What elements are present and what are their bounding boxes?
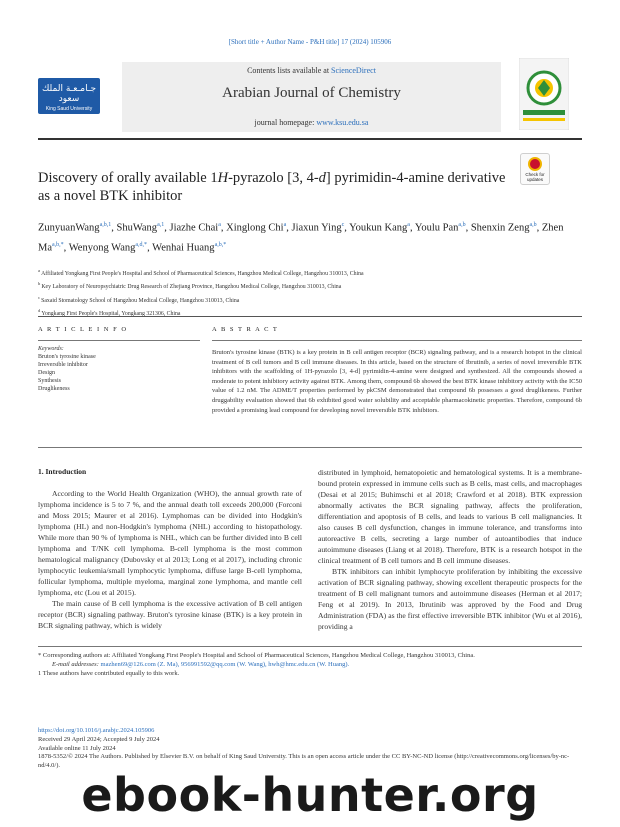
title-italic-h: H: [217, 170, 229, 186]
author-affiliation-marker: a,b: [458, 222, 466, 228]
author-name[interactable]: Wenhai Huang: [152, 242, 215, 253]
author-affiliation-marker: a: [283, 222, 287, 228]
keyword-item: Irreversible inhibitor: [38, 362, 88, 368]
equal-contribution-note: 1 These authors have contributed equally to this work.: [38, 670, 180, 677]
author-name[interactable]: ZunyuanWang: [38, 222, 100, 234]
header-rule: [38, 138, 582, 140]
email-label: E-mail addresses:: [52, 661, 101, 668]
article-info-rule: [38, 340, 200, 341]
email-addresses[interactable]: mazhen69@126.com (Z. Ma), 956991592@qq.com (W. Wang), hwh@hmc.edu.cn (W. Huang).: [100, 661, 350, 668]
homepage-link[interactable]: www.ksu.edu.sa: [316, 118, 369, 127]
corresponding-note: * Corresponding authors at: Affiliated Yongkang First People's Hospital and School of Pharmaceutical Sciences, Hangzhou Medical College, Hangzhou 310013, China.: [38, 652, 475, 659]
abstract-text: Bruton's tyrosine kinase (BTK) is a key protein in B cell antigen receptor (BCR) signaling pathway, and is a research hotspot in the clinical treatment of B cell tumors and B cell immune diseases. In this article, based on the structure of Ibrutinib, a series of novel irreversible BTK inhibitors with the scaffolding of 1H-pyrazolo [3, 4-d] pyrimidin-4-amine were designed and synthesized. All the compounds showed a moderate to potent inhibitory activity against BTK. Among them, compound 6b showed the best BTK kinase inhibitory activity with the IC50 value of 1.2 nM. The ADME/T properties performed by pkCSM demonstrated that compound 6b possesses a good druglikeness. Further druggability evaluation showed that 6b exhibited good water solubility and acceptable pharmacokinetic properties. Therefore, compound 6b provided a promising lead compound for developing novel irreversible BTK inhibitors.: [212, 349, 582, 414]
author-name[interactable]: Shenxin Zeng: [470, 222, 530, 234]
running-header: [Short title + Author Name - P&H title] 17 (2024) 105906: [228, 38, 392, 46]
keyword-list: [38, 353, 200, 393]
license-text: 1878-5352/© 2024 The Authors. Published by Elsevier B.V. on behalf of King Saud University. This is an open access article under the CC BY-NC-ND license (http://creativecommons.org/licenses/by-nc-nd/4.0/).: [38, 753, 570, 770]
contents-line: [122, 66, 501, 75]
abstract-heading: A B S T R A C T: [212, 326, 279, 333]
author-name[interactable]: Jiazhe Chai: [169, 222, 219, 234]
author-affiliation-marker: c: [341, 222, 345, 228]
footnotes: [38, 651, 582, 678]
body-paragraph: BTK inhibitors can inhibit lymphocyte proliferation by inhibiting the excessive activation of BCR signaling pathway, showing excellent therapeutic prospects for the treatment of B cell malignant tumors and autoimmune diseases (Herman et al 2017; Feng et al 2019). In 2013, Ibrutinib was approved by the Food and Drug Administration (FDA) as the first effective irreversible BTK inhibitor (Wu et al 2016), providing a: [318, 567, 582, 631]
paper-title: [38, 169, 508, 205]
check-updates-label: Check for updates: [525, 172, 545, 182]
keywords-heading: Keywords:: [38, 346, 64, 352]
author-name[interactable]: ShuWang: [116, 222, 158, 234]
doi-block: [38, 727, 582, 771]
body-column-left: [38, 488, 302, 631]
author-name[interactable]: Youlu Pan: [414, 222, 459, 234]
abstract-rule: [212, 340, 582, 341]
author-name[interactable]: Zhen Ma: [38, 222, 564, 253]
author-affiliation-marker: a: [218, 222, 221, 228]
affiliation-item: $^a$ Affiliated Yongkang First People's Hospital and School of Pharmaceutical Sciences, Hangzhou Medical College, Hangzhou 310013, China: [38, 268, 364, 277]
journal-cover-logo: [519, 58, 569, 130]
author-list: ZunyuanWang$^{a,b,1}$, ShuWang$^{a,1}$, Jiazhe Chai$^a$, Xinglong Chi$^a$, Jiaxun Ying$^c$, Youkun Kang$^a$, Youlu Pan$^{a,b}$, Shenxin Zeng$^{a,b}$, Zhen $Ma^{a,b,*}$, Wenyong Wang$^{a,d,*}$, Wenhai Huang$^{a,b,*}$: [38, 222, 564, 253]
body-paragraph: The main cause of B cell lymphoma is the excessive activation of B cell antigen receptor (BCR) signaling pathway. Bruton's tyrosine kinase (BTK) is a key protein in BCR signaling pathway, which is widely: [38, 599, 302, 630]
keyword-item: Design: [38, 370, 55, 376]
email-note: [38, 660, 582, 669]
author-name[interactable]: Jiaxun Ying: [291, 222, 342, 234]
author-affiliation-marker: a,b,*: [214, 241, 227, 248]
university-logo: [38, 78, 100, 114]
footnote-rule: [38, 646, 582, 647]
crossmark-icon: [528, 157, 542, 171]
author-name[interactable]: Xinglong Chi: [226, 222, 284, 234]
author-name[interactable]: Youkun Kang: [349, 222, 408, 234]
keyword-item: Synthesis: [38, 378, 62, 384]
logo-english-text: King Saud University: [45, 106, 93, 112]
author-affiliation-marker: a,b,*: [52, 241, 64, 248]
doi-link[interactable]: https://doi.org/10.1016/j.arabjc.2024.105906: [38, 727, 155, 734]
title-part-3: ] pyrimidin-4-amine derivative as a novel BTK inhibitor: [38, 170, 506, 204]
section-heading-introduction: 1. Introduction: [38, 467, 87, 476]
logo-arabic-text: جـامـعـة الملك سعود: [41, 84, 97, 104]
body-paragraph: distributed in lymphoid, hematopoietic and hematological systems. It is a membrane-bound protein expressed in immune cells such as B cells, mast cells, and macrophages (Desai et al 2015; Buhimschi et al 2018; Crawford et al 2018). BTK expression abnormally activates the BCR signaling pathway, affects the proliferation, differentiation and apoptosis of B cells, and leads to various B cell malignancies. It also causes B cell dysfunction, changes in immune tolerance, and transforms into autoreactive B cells, secreting a large number of autoantibodies that induce autoimmune diseases (Liang et al 2018). Therefore, BTK is a research hotspot in the clinical treatment of B cell tumors and B cell immune diseases.: [318, 468, 582, 565]
journal-title: Arabian Journal of Chemistry: [222, 85, 401, 101]
author-affiliation-marker: a,1: [157, 222, 165, 228]
affiliation-item: $^d$ Yongkang First People's Hospital, Yongkang 321306, China: [38, 308, 181, 318]
homepage-line: [122, 118, 501, 127]
title-part-1: Discovery of orally available 1: [38, 170, 218, 186]
affiliation-item: $^c$ Saxaid Stomatology School of Hangzhou Medical College, Hangzhou 310013, China: [38, 294, 240, 304]
author-affiliation-marker: a,d,*: [135, 241, 148, 248]
keyword-item: Druglikeness: [38, 386, 70, 392]
section-rule: [38, 316, 582, 317]
body-column-right: [318, 467, 582, 632]
available-date: Available online 11 July 2024: [38, 744, 116, 752]
author-affiliation-marker: a,b: [529, 222, 537, 228]
author-name[interactable]: Wenyong Wang: [68, 242, 136, 253]
author-affiliation-marker: a,b,1: [99, 222, 112, 228]
contents-prefix: Contents lists available at: [247, 66, 332, 75]
check-for-updates-badge[interactable]: [520, 153, 550, 185]
body-paragraph: According to the World Health Organization (WHO), the annual growth rate of lymphoma incidence is 5 to 7 %, and the annual death toll exceeds 200,000 (Forconi and Moss 2015; Maurer et al 2016). Lymphomas can be divided into Hodgkin's lymphoma (HL) and non-Hodgkin's lymphoma (NHL) according to histopathology. While more than 90 % of lymphoma is NHL, which can be further divided into B cell lymphoma and T/NK cell lymphoma. B-cell lymphoma is the most common hematological malignancy (Dubovsky et al 2013; Long et al 2017), including chronic lymphocytic leukemia/small lymphocytic lymphoma, diffuse large B-cell lymphoma, follicular lymphoma, multiple myeloma, marginal zone lymphoma, and mantle cell lymphoma, etc (Lou et al 2015).: [38, 489, 302, 597]
title-italic-d: d: [318, 170, 326, 186]
affiliations: [38, 266, 578, 320]
title-part-2: -pyrazolo [3, 4-: [228, 170, 319, 186]
keywords-block: [38, 345, 200, 393]
sciencedirect-link[interactable]: ScienceDirect: [331, 66, 376, 75]
author-affiliation-marker: a: [407, 222, 410, 228]
abstract-end-rule: [38, 447, 582, 448]
received-dates: Received 29 April 2024; Accepted 9 July 2024: [38, 735, 160, 743]
homepage-prefix: journal homepage:: [254, 118, 317, 127]
affiliation-item: $^b$ Key Laboratory of Neuropsychiatric Drug Research of Zhejiang Province, Hangzhou Medical College, Hangzhou 310013, China: [38, 281, 342, 291]
article-info-heading: A R T I C L E I N F O: [38, 326, 128, 333]
watermark: ebook-hunter.org: [81, 768, 539, 822]
keyword-item: Bruton's tyrosine kinase: [38, 354, 96, 360]
